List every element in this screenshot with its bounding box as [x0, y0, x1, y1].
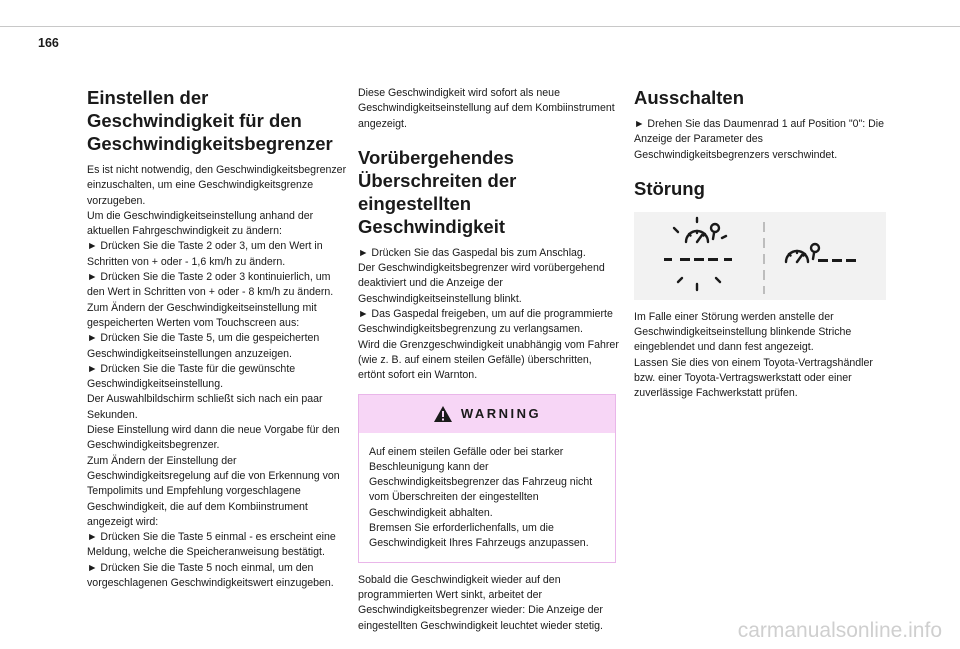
- paragraph: Wird die Grenzgeschwindigkeit unabhängig vom Fahrer (wie z. B. auf einem steilen Gefälle) überschritten, ertönt sofort ein Warnton.: [358, 338, 619, 382]
- fault-display-illustration: [634, 212, 886, 300]
- page-number: 166: [38, 36, 59, 50]
- warning-text: Bremsen Sie erforderlichenfalls, um die Geschwindigkeit Ihres Fahrzeugs anzupassen.: [369, 522, 589, 550]
- warning-title: WARNING: [460, 406, 542, 422]
- warning-body: [359, 433, 615, 562]
- warning-box: [358, 394, 616, 563]
- paragraph: Der Geschwindigkeitsbegrenzer wird vorübergehend deaktiviert und die Anzeige der Geschwindigkeitseinstellung blinkt.: [358, 262, 605, 305]
- step-item: ► Drehen Sie das Daumenrad 1 auf Position "0": Die Anzeige der Parameter des Geschwindigkeitsbegrenzers verschwindet.: [634, 118, 885, 161]
- paragraph: Zum Ändern der Einstellung der Geschwindigkeitsregelung auf die von Erkennung von Tempolimits und Empfehlung vorgeschlagene Geschwindigkeit, die auf dem Kombiinstrument angezeigt wird:: [87, 454, 340, 528]
- paragraph: Um die Geschwindigkeitseinstellung anhand der aktuellen Fahrgeschwindigkeit zu ändern:: [87, 209, 314, 238]
- header-rule: [0, 26, 960, 27]
- section-title-temporary-exceed: Vorübergehendes Überschreiten der eingestellten Geschwindigkeit: [358, 146, 517, 237]
- warning-header: [359, 395, 615, 433]
- step-item: ► Drücken Sie die Taste 5, um die gespeicherten Geschwindigkeitseinstellungen anzuzeigen.: [87, 332, 320, 360]
- paragraph: Der Auswahlbildschirm schließt sich nach ein paar Sekunden.: [87, 393, 323, 421]
- step-item: ► Drücken Sie das Gaspedal bis zum Anschlag.: [358, 246, 586, 259]
- step-item: ► Das Gaspedal freigeben, um auf die programmierte Geschwindigkeitsbegrenzung zu verlangsamen.: [358, 308, 613, 336]
- paragraph: Diese Einstellung wird dann die neue Vorgabe für den Geschwindigkeitsbegrenzer.: [87, 424, 340, 452]
- paragraph: Zum Ändern der Geschwindigkeitseinstellung mit gespeicherten Werten vom Touchscreen aus:: [87, 301, 317, 329]
- step-item: ► Drücken Sie die Taste für die gewünschte Geschwindigkeitseinstellung.: [87, 362, 296, 391]
- step-item: ► Drücken Sie die Taste 2 oder 3 kontinuierlich, um den Wert in Schritten von + oder - 8 km/h zu ändern.: [87, 271, 334, 299]
- section-title-fault: Störung: [634, 177, 705, 199]
- step-item: ► Drücken Sie die Taste 5 einmal - es erscheint eine Meldung, welche die Speicheranweisung bestätigt.: [87, 531, 336, 559]
- column-right: [634, 86, 896, 402]
- step-item: ► Drücken Sie die Taste 2 oder 3, um den Wert in Schritten von + oder - 1,6 km/h zu ändern.: [87, 240, 323, 268]
- section-title-switch-off: Ausschalten: [634, 87, 745, 108]
- paragraph: Es ist nicht notwendig, den Geschwindigkeitsbegrenzer einzuschalten, um eine Geschwindigkeitsgrenze vorzugeben.: [87, 164, 347, 207]
- paragraph: Diese Geschwindigkeit wird sofort als neue Geschwindigkeitseinstellung auf dem Kombiinstrument angezeigt.: [358, 87, 615, 130]
- section-title-set-speed: Einstellen der Geschwindigkeit für den Geschwindigkeitsbegrenzer: [87, 87, 333, 154]
- paragraph: Lassen Sie dies von einem Toyota-Vertragshändler bzw. einer Toyota-Vertragswerkstatt oder einer zuverlässige Fachwerkstatt prüfen.: [634, 356, 873, 400]
- step-item: ► Drücken Sie die Taste 5 noch einmal, um den vorgeschlagenen Geschwindigkeitswert einzugeben.: [87, 561, 334, 590]
- watermark: carmanualsonline.info: [737, 619, 942, 642]
- paragraph: Im Falle einer Störung werden anstelle der Geschwindigkeitseinstellung blinkende Striche eingeblendet und dann fest angezeigt.: [634, 310, 852, 354]
- warning-triangle-icon: [433, 405, 453, 423]
- warning-text: Auf einem steilen Gefälle oder bei starker Beschleunigung kann der Geschwindigkeitsbegrenzer das Fahrzeug nicht vom Überschreiten der eingestellten Geschwindigkeit abhalten.: [369, 445, 593, 519]
- paragraph: Sobald die Geschwindigkeit wieder auf den programmierten Wert sinkt, arbeitet der Geschwindigkeitsbegrenzer wieder: Die Anzeige der eingestellten Geschwindigkeit leuchtet wieder stetig.: [358, 573, 603, 632]
- column-left: [87, 86, 349, 591]
- column-middle: [358, 86, 620, 634]
- speed-limiter-fault-icon: [634, 212, 886, 300]
